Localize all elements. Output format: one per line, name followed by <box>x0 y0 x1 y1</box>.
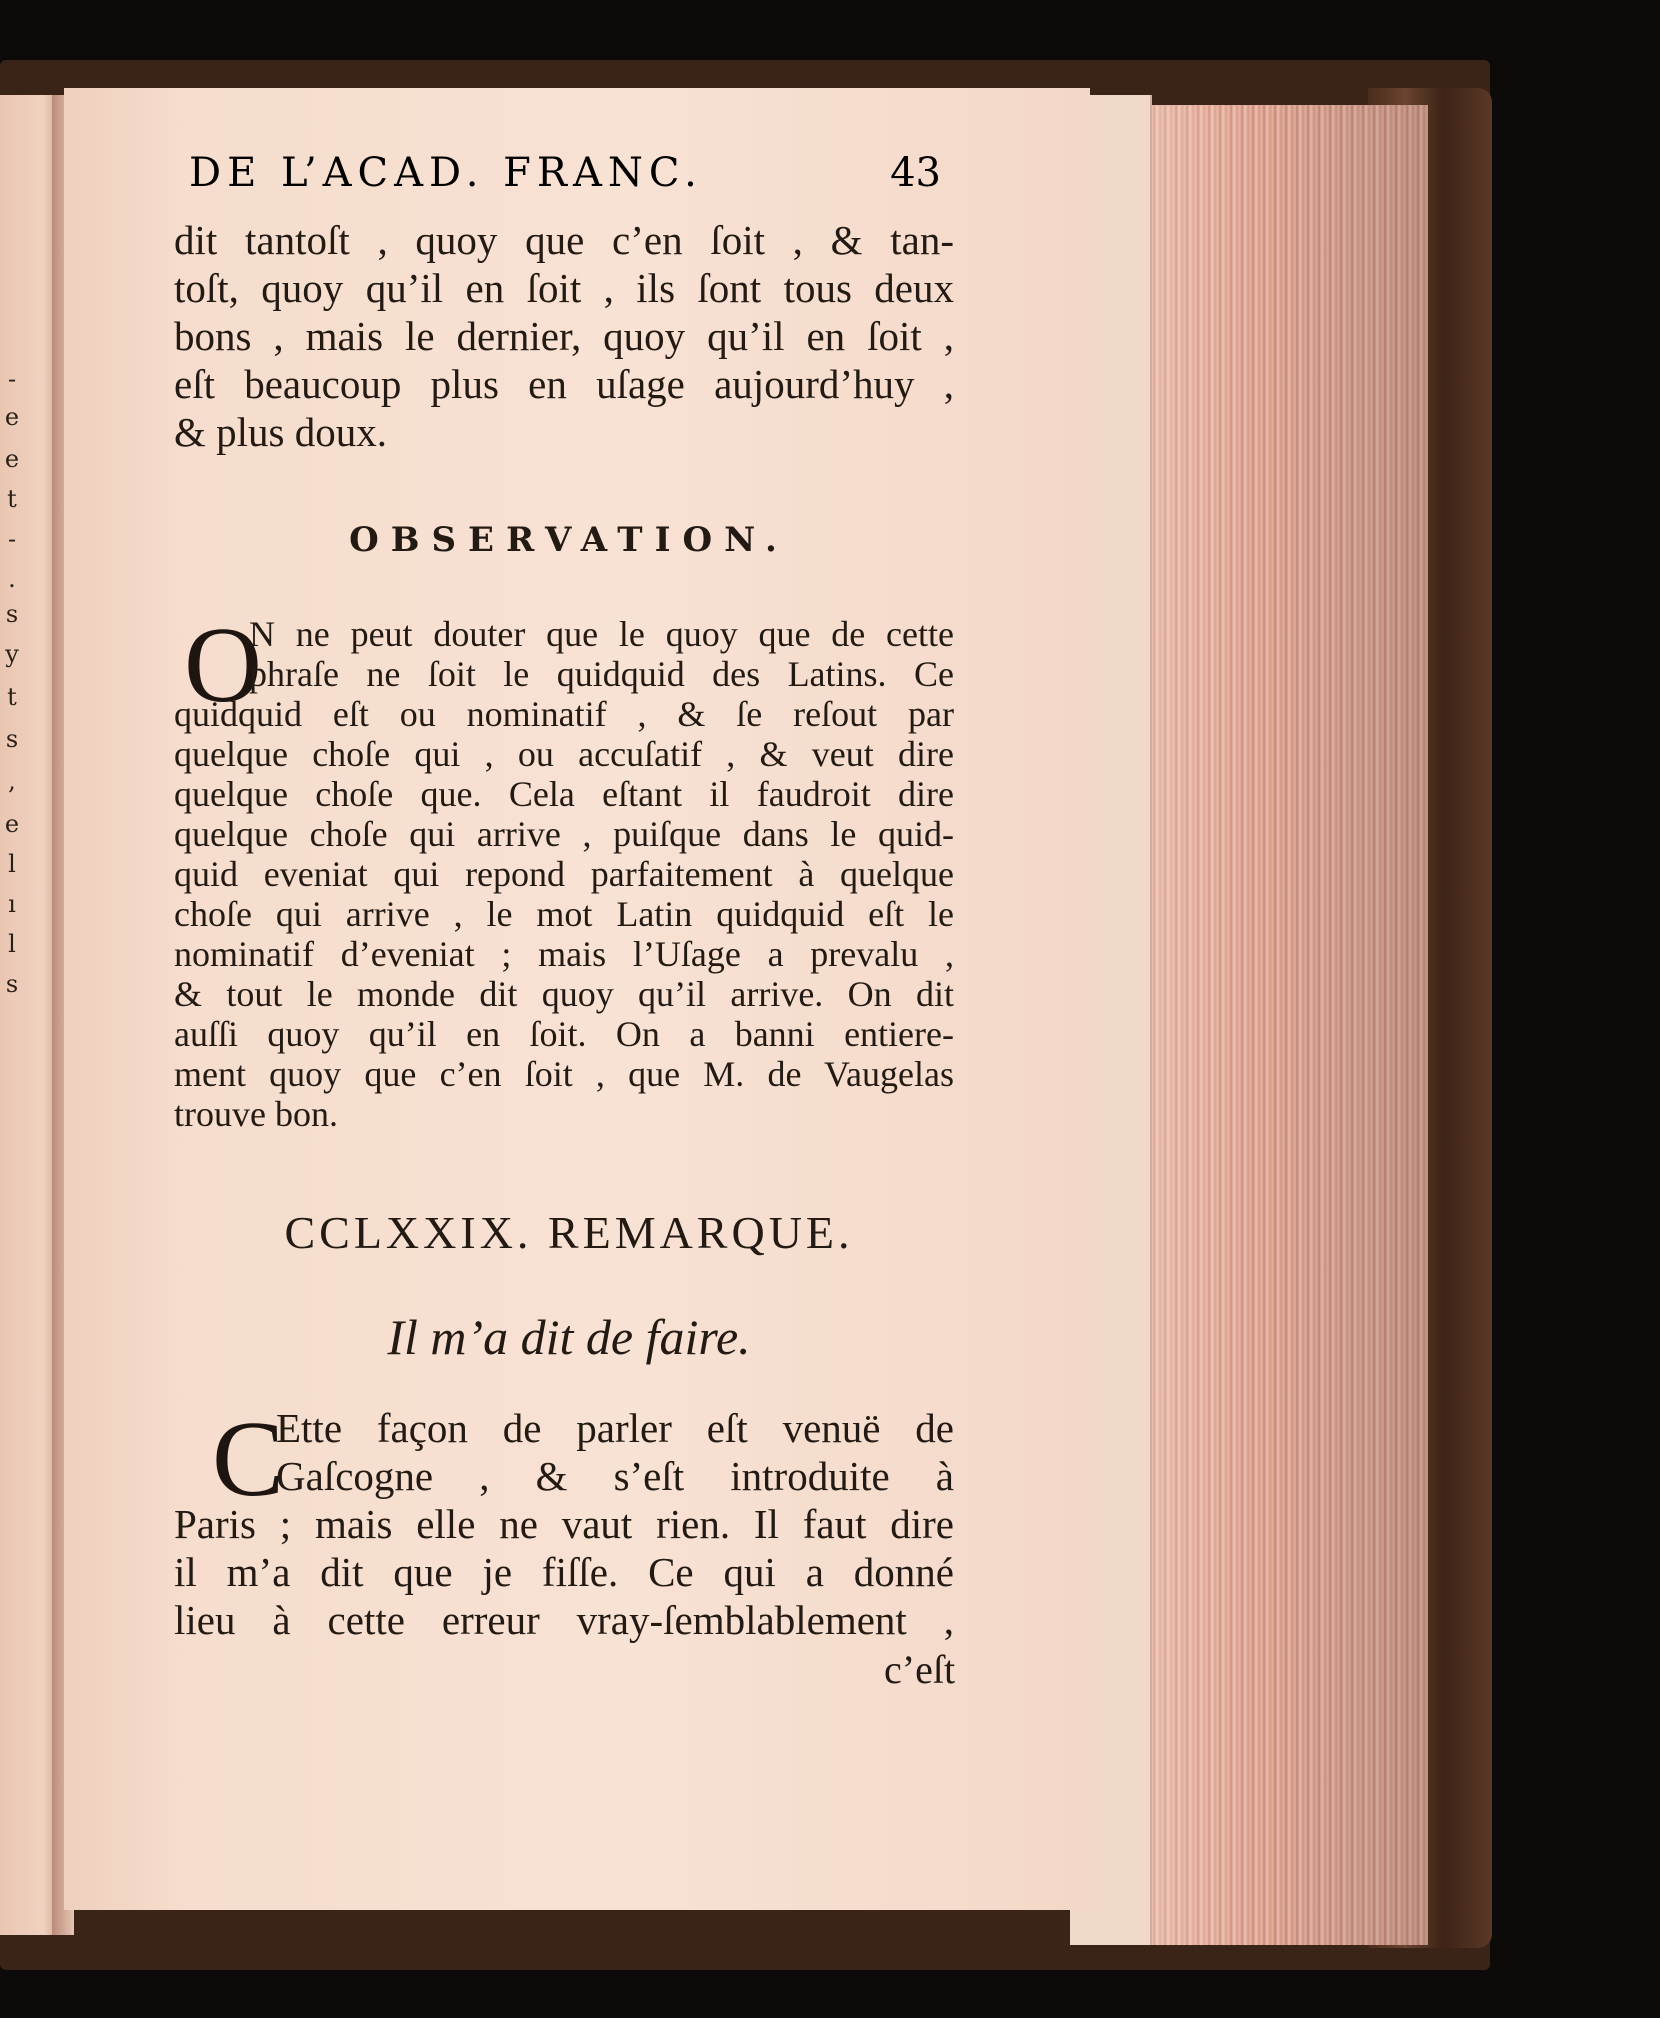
remarque-heading: CCLXXIX. REMARQUE. <box>284 1207 854 1258</box>
page-number: 43 <box>890 150 941 196</box>
catchword: c’eſt <box>884 1647 956 1692</box>
left-fragment: t <box>7 683 17 711</box>
text-line: Gaſcogne , & s’eſt introduite à <box>276 1453 954 1499</box>
left-fragment: , <box>8 767 16 795</box>
text-line: choſe qui arrive , le mot Latin quidquid eſt le <box>174 894 954 934</box>
text-line: toſt, quoy qu’il en ſoit , ils ſont tous deux <box>174 265 954 311</box>
drop-cap: O <box>184 606 262 725</box>
text-line: quelque choſe qui arrive , puiſque dans le quid- <box>174 814 954 854</box>
remarque-subtitle: Il m’a dit de faire. <box>387 1309 751 1365</box>
text-line: eſt beaucoup plus en uſage aujourd’huy , <box>174 361 954 407</box>
text-line: phraſe ne ſoit le quidquid des Latins. Ce <box>249 654 954 694</box>
text-line: auſſi quoy qu’il en ſoit. On a banni entiere- <box>174 1014 954 1054</box>
running-title: DE L’ACAD. FRANC. <box>189 150 703 196</box>
text-line: trouve bon. <box>174 1094 338 1134</box>
text-line: nominatif d’eveniat ; mais l’Uſage a prevalu , <box>174 934 954 974</box>
left-fragment: t <box>7 485 17 513</box>
text-line: quelque choſe qui , ou accuſatif , & veut dire <box>174 734 954 774</box>
left-fragment: l <box>8 850 16 878</box>
left-fragment: s <box>5 725 19 753</box>
text-line: quidquid eſt ou nominatif , & ſe reſout par <box>174 694 954 734</box>
page-edges-shade <box>1138 105 1428 1945</box>
text-line: Ette façon de parler eſt venuë de <box>276 1405 954 1451</box>
text-line: & plus doux. <box>174 409 387 455</box>
text-line: dit tantoſt , quoy que c’en ſoit , & tan- <box>174 217 954 263</box>
text-line: & tout le monde dit quoy qu’il arrive. On dit <box>174 974 954 1014</box>
text-line: ment quoy que c’en ſoit , que M. de Vaugelas <box>174 1054 954 1094</box>
left-fragment: e <box>4 810 20 838</box>
text-line: il m’a dit que je fiſſe. Ce qui a donné <box>174 1549 954 1595</box>
text-line: Paris ; mais elle ne vaut rien. Il faut dire <box>174 1501 954 1547</box>
observation-heading: OBSERVATION. <box>349 520 789 560</box>
left-fragment: s <box>5 970 19 998</box>
text-line: lieu à cette erreur vray-ſemblablement , <box>174 1597 954 1643</box>
running-header <box>189 150 949 196</box>
left-fragment: y <box>5 640 19 668</box>
text-line: quelque choſe que. Cela eſtant il faudroit dire <box>174 774 954 814</box>
drop-cap: C <box>212 1400 285 1519</box>
left-fragment: l <box>8 930 16 958</box>
left-fragment: - <box>7 365 17 393</box>
left-fragment: s <box>5 600 19 628</box>
left-fragment: e <box>4 403 20 431</box>
left-fragment: - <box>7 525 17 553</box>
left-fragment: ı <box>8 890 16 918</box>
text-line: quid eveniat qui repond parfaitement à quelque <box>174 854 954 894</box>
text-line: N ne peut douter que le quoy que de cette <box>249 614 954 654</box>
text-line: bons , mais le dernier, quoy qu’il en ſoit , <box>174 313 954 359</box>
left-fragment: e <box>4 445 20 473</box>
left-fragment: . <box>8 565 16 593</box>
right-page <box>64 88 1090 1910</box>
